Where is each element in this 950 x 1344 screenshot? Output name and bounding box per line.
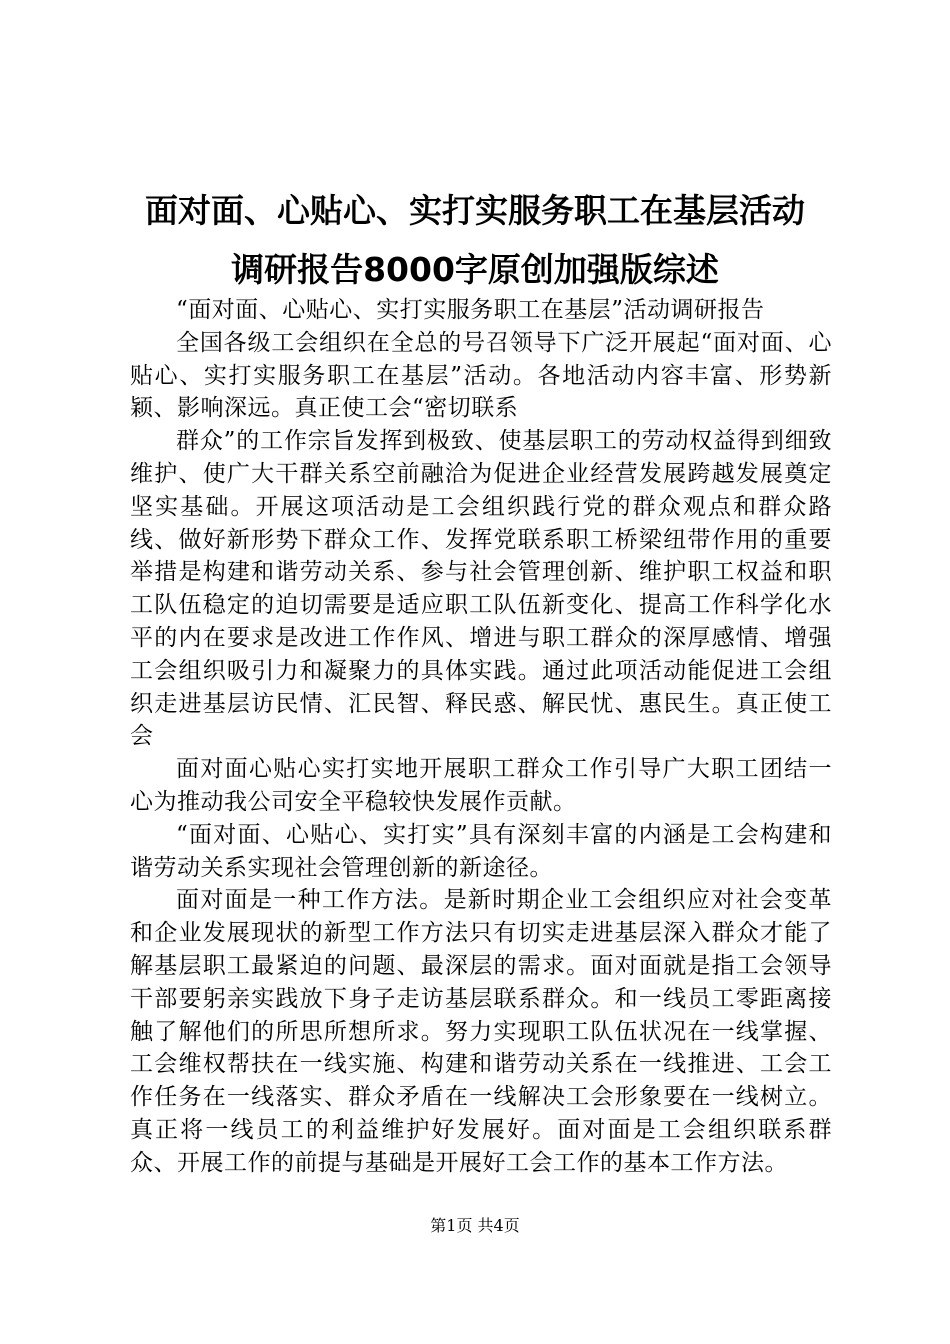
- paragraph-5: “面对面、心贴心、实打实”具有深刻丰富的内涵是工会构建和谐劳动关系实现社会管理创新的新途径。: [130, 821, 832, 881]
- paragraph-4: 面对面心贴心实打实地开展职工群众工作引导广大职工团结一心为推动我公司安全平稳较快发展作贡献。: [130, 756, 832, 815]
- paragraph-2: 全国各级工会组织在全总的号召领导下广泛开展起“面对面、心贴心、实打实服务职工在基层”活动。各地活动内容丰富、形势新颖、影响深远。真正使工会“密切联系: [130, 329, 832, 422]
- document-body: [130, 294, 832, 1180]
- paragraph-1: “面对面、心贴心、实打实服务职工在基层”活动调研报告: [176, 297, 765, 323]
- document-title-line-2: 调研报告8000字原创加强版综述: [231, 250, 719, 289]
- page-footer: 第1页 共4页: [430, 1216, 520, 1235]
- paragraph-3: 群众”的工作宗旨发挥到极致、使基层职工的劳动权益得到细致维护、使广大干群关系空前融洽为促进企业经营发展跨越发展奠定坚实基础。开展这项活动是工会组织践行党的群众观点和群众路线、做好新形势下群众工作、发挥党联系职工桥梁纽带作用的重要举措是构建和谐劳动关系、参与社会管理创新、维护职工权益和职工队伍稳定的迫切需要是适应职工队伍新变化、提高工作科学化水平的内在要求是改进工作作风、增进与职工群众的深厚感情、增强工会组织吸引力和凝聚力的具体实践。通过此项活动能促进工会组织走进基层访民情、汇民智、释民惑、解民忧、惠民生。真正使工会: [130, 428, 832, 750]
- document-title-line-1: 面对面、心贴心、实打实服务职工在基层活动: [145, 191, 805, 230]
- paragraph-6: 面对面是一种工作方法。是新时期企业工会组织应对社会变革和企业发展现状的新型工作方法只有切实走进基层深入群众才能了解基层职工最紧迫的问题、最深层的需求。面对面就是指工会领导干部要躬亲实践放下身子走访基层联系群众。和一线员工零距离接触了解他们的所思所想所求。努力实现职工队伍状况在一线掌握、工会维权帮扶在一线实施、构建和谐劳动关系在一线推进、工会工作任务在一线落实、群众矛盾在一线解决工会形象要在一线树立。真正将一线员工的利益维护好发展好。面对面是工会组织联系群众、开展工作的前提与基础是开展好工会工作的基本工作方法。: [130, 887, 832, 1176]
